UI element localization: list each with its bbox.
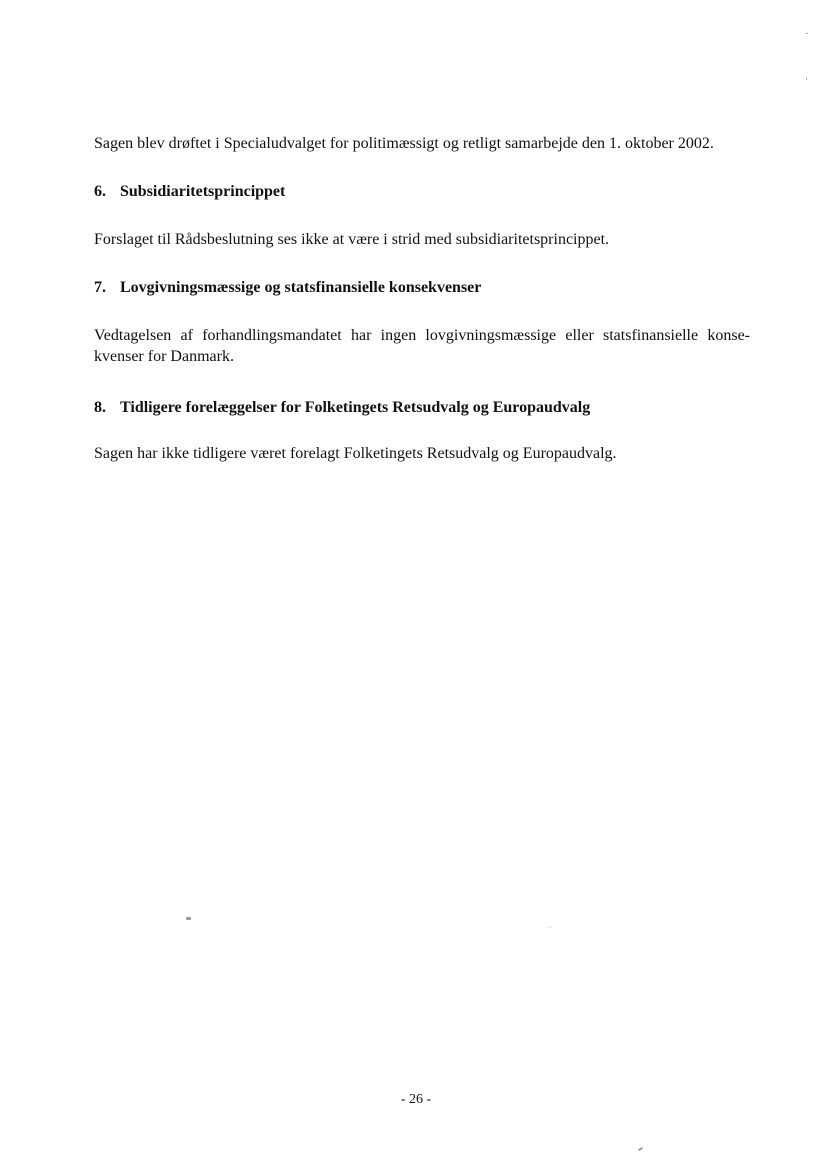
scan-speck [186, 917, 191, 920]
section-number: 8. [94, 399, 106, 416]
section-title: Subsidiaritetsprincippet [120, 183, 286, 200]
scan-speck [806, 78, 807, 80]
section-number: 7. [94, 279, 106, 296]
section-heading-7 [94, 277, 750, 298]
section-6-body: Forslaget til Rådsbeslutning ses ikke at være i strid med subsidiaritetsprincippet. [94, 231, 610, 248]
section-title: Tidligere forelæggelser for Folketingets Retsudvalg og Europaudvalg [120, 399, 591, 416]
scan-speck [550, 927, 551, 928]
section-heading-6 [94, 181, 750, 202]
section-number: 6. [94, 183, 106, 200]
scan-speck [806, 33, 808, 34]
section-7-body-line-1: Vedtagelsen af forhandlingsmandatet har ingen lovgivningsmæssige eller statsfinansielle konse- [94, 327, 750, 344]
section-8-body: Sagen har ikke tidligere været forelagt Folketingets Retsudvalg og Europaudvalg. [94, 445, 617, 462]
intro-paragraph: Sagen blev drøftet i Specialudvalget for politimæssigt og retligt samarbejde den 1. oktober 2002. [94, 135, 714, 152]
section-7-body-line-2: kvenser for Danmark. [94, 348, 234, 365]
page-number: - 26 - [400, 1092, 432, 1107]
scan-speck [638, 1147, 643, 1151]
section-heading-8 [94, 397, 750, 418]
section-title: Lovgivningsmæssige og statsfinansielle konsekvenser [120, 279, 482, 296]
